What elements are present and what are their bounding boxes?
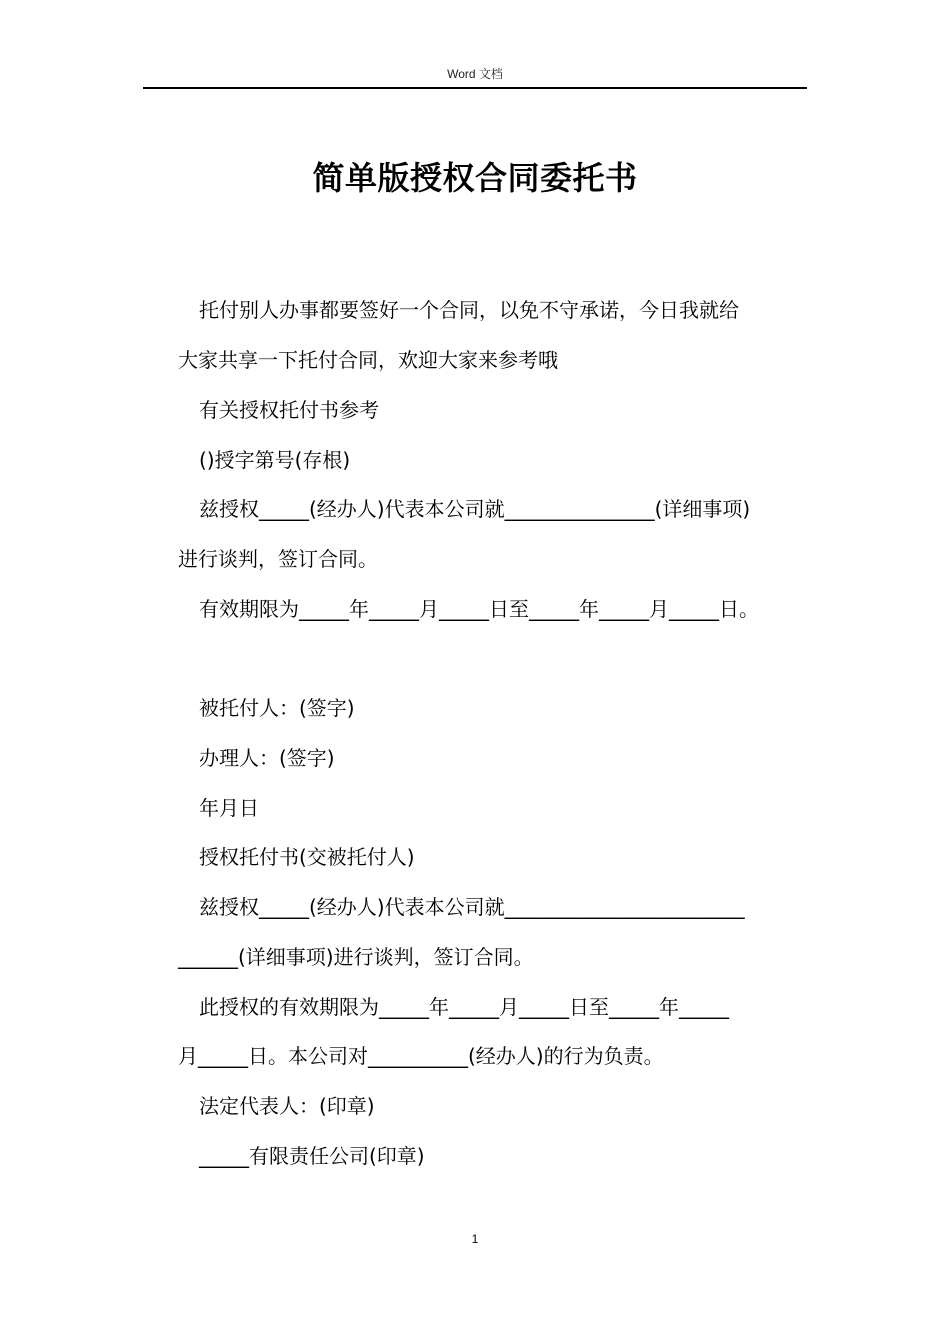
paragraph-validity-period: 有效期限为_____年_____月_____日至_____年_____月_____日。 [199,597,759,621]
page-number: 1 [471,1232,479,1246]
paragraph-date: 年月日 [199,796,259,820]
paragraph-intro-line-1: 托付别人办事都要签好一个合同，以免不守承诺，今日我就给 [199,298,739,322]
document-title: 简单版授权合同委托书 [312,159,638,197]
paragraph-trustee-signature: 被托付人：(签字) [199,696,355,720]
paragraph-authorization-line-1: 兹授权_____(经办人)代表本公司就_______________(详细事项) [199,497,751,521]
paragraph-company-seal: _____有限责任公司(印章) [199,1144,425,1168]
paragraph-second-authorization-line-1: 兹授权_____(经办人)代表本公司就________________________ [199,895,745,919]
page-header: Word 文档 [447,67,503,81]
paragraph-second-validity-line-1: 此授权的有效期限为_____年_____月_____日至_____年_____ [199,995,729,1019]
paragraph-second-authorization-line-2: ______(详细事项)进行谈判，签订合同。 [178,945,534,969]
paragraph-authorization-line-2: 进行谈判，签订合同。 [178,547,378,571]
paragraph-handler-signature: 办理人：(签字) [199,746,335,770]
paragraph-second-validity-line-2: 月_____日。本公司对__________(经办人)的行为负责。 [178,1044,664,1068]
paragraph-second-heading: 授权托付书(交被托付人) [199,845,415,869]
paragraph-reference-heading: 有关授权托付书参考 [199,398,379,422]
paragraph-legal-representative: 法定代表人：(印章) [199,1094,375,1118]
paragraph-stub-number: ()授字第号(存根) [199,448,351,472]
paragraph-intro-line-2: 大家共享一下托付合同，欢迎大家来参考哦 [178,348,558,372]
header-divider [143,87,807,89]
